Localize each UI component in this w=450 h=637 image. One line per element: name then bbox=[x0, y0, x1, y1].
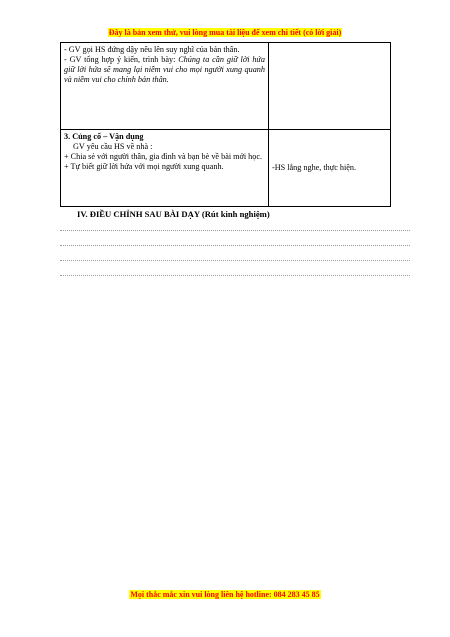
lesson-activity-table bbox=[60, 42, 391, 207]
notes-line bbox=[60, 260, 410, 261]
section-title: IV. ĐIỀU CHỈNH SAU BÀI DẠY (Rút kinh nghiệm) bbox=[77, 209, 270, 219]
teacher-call-student-text: - GV gọi HS đứng dậy nêu lên suy nghĩ của bản thân. bbox=[64, 45, 240, 54]
consolidation-cell bbox=[61, 130, 269, 207]
student-activity-cell bbox=[269, 43, 391, 130]
hotline-notice-text: Mọi thắc mắc xin vui lòng liên hệ hotline: 084 283 45 85 bbox=[130, 590, 320, 599]
teacher-summary-text bbox=[64, 55, 265, 85]
table-row bbox=[61, 43, 391, 130]
homework-item-keep-promise: + Tự biết giữ lời hứa với mọi người xung quanh. bbox=[64, 162, 224, 171]
preview-notice-text: Đây là bản xem thử, vui lòng mua tài liệu để xem chi tiết (có lời giải) bbox=[108, 28, 342, 37]
teacher-summary-prefix: - GV tổng hợp ý kiến, trình bày: bbox=[64, 55, 179, 64]
preview-notice-banner bbox=[0, 28, 450, 37]
student-response-cell: -HS lắng nghe, thực hiện. bbox=[269, 130, 391, 207]
notes-line bbox=[60, 245, 410, 246]
teacher-activity-cell bbox=[61, 43, 269, 130]
teacher-summary-quote: Chúng ta cần giữ lời hứa giữ lời hứa sẽ mang lại niềm vui cho mọi người xung quanh và niềm vui cho chính bản thân. bbox=[64, 55, 265, 84]
homework-intro-text: GV yêu cầu HS về nhà : bbox=[73, 142, 153, 151]
consolidation-heading: 3. Củng cố – Vận dụng bbox=[64, 132, 144, 141]
notes-line bbox=[60, 275, 410, 276]
homework-item-share: + Chia sẻ với người thân, gia đình và bạn bè về bài mới học. bbox=[64, 152, 263, 161]
table-row bbox=[61, 130, 391, 207]
notes-line bbox=[60, 230, 410, 231]
hotline-notice-banner bbox=[0, 590, 450, 599]
